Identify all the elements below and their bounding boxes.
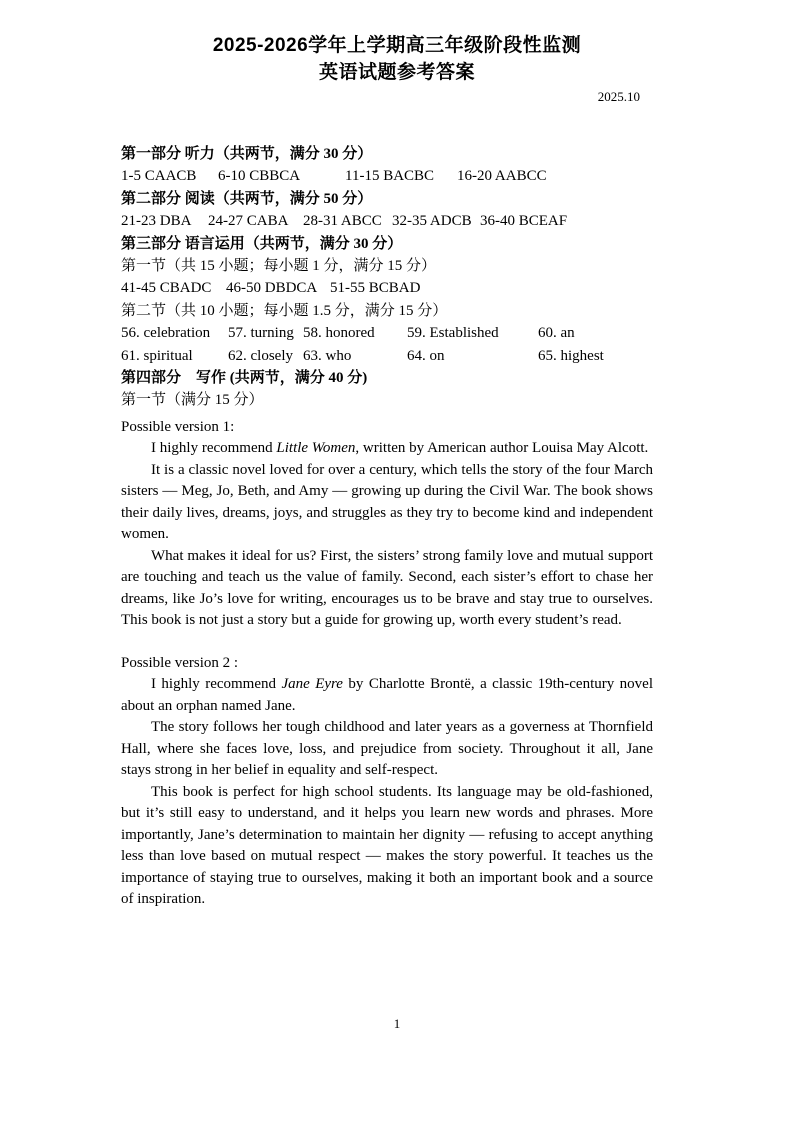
answer-item: 16-20 AABCC: [457, 168, 547, 185]
part2-heading: 第二部分 阅读（共两节，满分 50 分）: [121, 190, 373, 207]
doc-title-line2: 英语试题参考答案: [318, 62, 475, 83]
version1-label: Possible version 1:: [121, 418, 235, 435]
answer-item: 32-35 ADCB: [392, 213, 472, 230]
answer-item: 65. highest: [538, 347, 604, 364]
answer-item: 61. spiritual: [121, 347, 193, 364]
doc-title-line1: 2025-2026学年上学期高三年级阶段性监测: [212, 35, 582, 56]
document-body: [121, 143, 653, 911]
part3-section1-answers-row: [121, 277, 653, 299]
answer-key-block: [121, 143, 653, 412]
part3-section2-heading: 第二节（共 10 小题；每小题 1.5 分，满分 15 分）: [121, 302, 448, 319]
book-title: Little Women: [276, 440, 356, 457]
answer-item: 59. Established: [407, 325, 499, 342]
answer-item: 28-31 ABCC: [303, 213, 382, 230]
answer-item: 56. celebration: [121, 325, 211, 342]
answer-item: 63. who: [303, 347, 352, 364]
essay-block: [121, 417, 653, 911]
para-text: , written by American author Louisa May Alcott.: [355, 440, 649, 457]
doc-date: 2025.10: [597, 89, 640, 104]
part4-heading: 第四部分 写作 (共两节，满分 40 分): [121, 370, 368, 387]
answer-item: 60. an: [538, 325, 575, 342]
version1-para2: It is a classic novel loved for over a century, which tells the story of the four March sisters — Meg, Jo, Beth, and Amy — growing up during the Civil War. The book shows their daily lives, dreams, joys, and struggles as they try to become kind and independent women.: [121, 461, 653, 543]
answer-item: 11-15 BACBC: [345, 168, 435, 185]
book-title: Jane Eyre: [281, 676, 343, 693]
answer-item: 58. honored: [303, 325, 375, 342]
answer-item: 41-45 CBADC: [121, 280, 212, 297]
part3-section2-answers-row1: [121, 322, 653, 344]
part3-heading: 第三部分 语言运用（共两节，满分 30 分）: [121, 235, 403, 252]
version1-para1: [121, 438, 653, 460]
answer-item: 51-55 BCBAD: [330, 280, 421, 297]
answer-item: 6-10 CBBCA: [218, 168, 301, 185]
part1-answers-row: [121, 165, 653, 187]
part2-answers-row: [121, 210, 653, 232]
part3-section2-answers-row2: [121, 345, 653, 367]
answer-item: 57. turning: [228, 325, 294, 342]
part4-section1-heading: 第一节（满分 15 分）: [121, 392, 264, 409]
part3-section1-heading: 第一节（共 15 小题；每小题 1 分，满分 15 分）: [121, 258, 437, 275]
version2-para1: [121, 674, 653, 717]
answer-item: 62. closely: [228, 347, 293, 364]
version2-label: Possible version 2 :: [121, 654, 239, 671]
version2-para3: This book is perfect for high school students. Its language may be old-fashioned, but it’s still easy to understand, and it helps you learn new words and phrases. More importantly, Jane’s determination to maintain her dignity — refusing to accept anything less than love based on mutual respect — makes the story powerful. It teaches us the importance of staying true to ourselves, making it both an important book and a source of inspiration.: [121, 783, 653, 908]
answer-item: 46-50 DBDCA: [226, 280, 318, 297]
para-text: I highly recommend: [151, 676, 282, 693]
answer-item: 64. on: [407, 347, 445, 364]
answer-item: 21-23 DBA: [121, 213, 192, 230]
page-number: 1: [393, 1016, 401, 1031]
answer-item: 1-5 CAACB: [121, 168, 197, 185]
answer-item: 24-27 CABA: [208, 213, 289, 230]
version1-para3: What makes it ideal for us? First, the sisters’ strong family love and mutual support are touching and teach us the value of family. Second, each sister’s effort to chase her dreams, like Jo’s love for writing, encourages us to be brave and stay true to ourselves. This book is not just a story but a guide for growing up, worth every student’s read.: [121, 547, 653, 629]
answer-item: 36-40 BCEAF: [480, 213, 568, 230]
para-text: I highly recommend: [151, 440, 277, 457]
part1-heading: 第一部分 听力（共两节，满分 30 分）: [121, 146, 373, 162]
version2-para2: The story follows her tough childhood and later years as a governess at Thornfield Hall, where she faces love, loss, and prejudice from society. Throughout it all, Jane stays strong in her belief in equality and self-respect.: [121, 719, 653, 779]
document-header: [0, 0, 794, 107]
para-text: by Charlotte Brontë, a classic 19th-century novel about an orphan named Jane.: [121, 676, 653, 714]
